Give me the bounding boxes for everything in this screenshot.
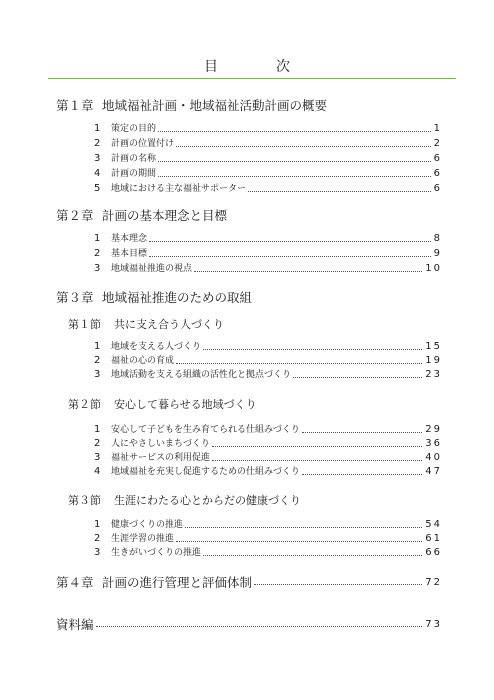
toc-entry[interactable] <box>94 437 442 451</box>
dot-leader <box>176 145 431 147</box>
dot-leader <box>212 445 422 447</box>
toc-entry[interactable] <box>94 152 442 166</box>
section-label: 第２節 <box>68 398 101 411</box>
entry-title: 生きがいづくりの推進 <box>111 548 202 558</box>
page-number: 19 <box>425 355 442 366</box>
entry-title: 健康づくりの推進 <box>111 520 184 530</box>
entry-number: 3 <box>94 369 101 380</box>
page-number: 66 <box>425 547 442 558</box>
entry-number: 1 <box>94 519 101 530</box>
dot-leader <box>185 526 422 528</box>
dot-leader <box>158 160 431 162</box>
dot-leader <box>248 190 431 192</box>
toc-entry[interactable] <box>94 137 442 151</box>
section-label: 第３節 <box>68 494 101 507</box>
chapter-2-heading[interactable] <box>56 206 227 224</box>
appendix-title: 資料編 <box>56 617 94 632</box>
toc-entry[interactable] <box>94 232 442 246</box>
entry-title: 福祉サービスの利用促進 <box>111 453 211 463</box>
chapter-label: 第４章 <box>56 575 94 590</box>
entry-number: 1 <box>94 424 101 435</box>
chapter-title: 計画の進行管理と評価体制 <box>102 575 253 590</box>
section-title: 共に支え合う人づくり <box>114 318 224 331</box>
dot-leader <box>203 348 422 350</box>
entry-title: 計画の期間 <box>111 169 157 179</box>
chapter-title: 計画の基本理念と目標 <box>102 208 228 223</box>
toc-entry[interactable] <box>94 354 442 368</box>
dot-leader <box>254 583 422 585</box>
entry-number: 3 <box>94 263 101 274</box>
page-number: 9 <box>433 248 442 259</box>
section-3-heading[interactable] <box>68 492 301 508</box>
entry-number: 1 <box>94 233 101 244</box>
entry-number: 2 <box>94 355 101 366</box>
toc-entry[interactable] <box>94 122 442 136</box>
page-number: 40 <box>425 452 442 463</box>
toc-entry[interactable] <box>94 182 442 196</box>
entry-number: 4 <box>94 168 101 179</box>
page-number: 6 <box>433 153 442 164</box>
title-divider <box>48 78 456 79</box>
entry-number: 5 <box>94 183 101 194</box>
page-number: 61 <box>425 533 442 544</box>
page-number: 47 <box>425 466 442 477</box>
chapter-title: 地域福祉推進のための取組 <box>102 290 253 305</box>
entry-number: 1 <box>94 341 101 352</box>
entry-title: 計画の名称 <box>111 154 157 164</box>
entry-title: 地域福祉を充実し促進するための仕組みづくり <box>111 467 300 477</box>
section-label: 第１節 <box>68 318 101 331</box>
entry-title: 策定の目的 <box>111 124 157 134</box>
page-number: 73 <box>425 618 442 630</box>
page-number: 6 <box>433 168 442 179</box>
page-number: 23 <box>425 369 442 380</box>
dot-leader <box>302 473 422 475</box>
entry-number: 2 <box>94 248 101 259</box>
page-number: 36 <box>425 438 442 449</box>
chapter-4-heading[interactable] <box>56 574 442 590</box>
page-number: 2 <box>433 138 442 149</box>
entry-title: 地域活動を支える組織の活性化と拠点づくり <box>111 370 292 380</box>
entry-title: 人にやさしいまちづくり <box>111 439 210 449</box>
dot-leader <box>176 362 422 364</box>
toc-entry[interactable] <box>94 167 442 181</box>
entry-title: 安心して子どもを生み育てられる仕組みづくり <box>111 425 300 435</box>
toc-entry[interactable] <box>94 451 442 465</box>
page-number: 6 <box>433 183 442 194</box>
section-1-heading[interactable] <box>68 316 224 332</box>
chapter-title: 地域福祉計画・地域福祉活動計画の概要 <box>102 98 328 113</box>
dot-leader <box>194 270 422 272</box>
section-title: 生涯にわたる心とからだの健康づくり <box>114 494 301 507</box>
toc-entry[interactable] <box>94 340 442 354</box>
entry-title: 地域福祉推進の視点 <box>111 264 193 274</box>
toc-entry[interactable] <box>94 423 442 437</box>
page-number: 8 <box>433 233 442 244</box>
entry-title: 基本理念 <box>111 234 148 244</box>
appendix-heading[interactable] <box>56 616 442 632</box>
dot-leader <box>149 255 431 257</box>
dot-leader <box>158 130 431 132</box>
chapter-3-heading[interactable] <box>56 288 252 306</box>
page-number: 10 <box>425 263 442 274</box>
page-number: 54 <box>425 519 442 530</box>
toc-title-right: 次 <box>276 59 290 75</box>
toc-entry[interactable] <box>94 546 442 560</box>
section-2-heading[interactable] <box>68 396 257 412</box>
page-number: 1 <box>433 123 442 134</box>
entry-number: 3 <box>94 452 101 463</box>
dot-leader <box>293 376 422 378</box>
toc-title-left: 目 <box>204 59 218 75</box>
entry-number: 2 <box>94 138 101 149</box>
toc-entry[interactable] <box>94 532 442 546</box>
toc-title <box>0 56 494 76</box>
dot-leader <box>158 175 431 177</box>
toc-entry[interactable] <box>94 465 442 479</box>
section-title: 安心して暮らせる地域づくり <box>114 398 257 411</box>
chapter-label: 第１章 <box>56 98 94 113</box>
entry-title: 生涯学習の推進 <box>111 534 175 544</box>
entry-number: 3 <box>94 547 101 558</box>
entry-number: 2 <box>94 438 101 449</box>
entry-title: 地域における主な福祉サポーター <box>111 184 247 194</box>
entry-number: 2 <box>94 533 101 544</box>
entry-title: 計画の位置付け <box>111 139 175 149</box>
entry-title: 福祉の心の育成 <box>111 356 175 366</box>
page-number: 29 <box>425 424 442 435</box>
toc-entry[interactable] <box>94 262 442 276</box>
toc-entry[interactable] <box>94 518 442 532</box>
page-number: 72 <box>425 576 442 588</box>
dot-leader <box>212 459 422 461</box>
entry-number: 4 <box>94 466 101 477</box>
toc-entry[interactable] <box>94 368 442 382</box>
chapter-label: 第２章 <box>56 208 94 223</box>
dot-leader <box>302 431 422 433</box>
dot-leader <box>149 240 431 242</box>
chapter-label: 第３章 <box>56 290 94 305</box>
dot-leader <box>176 540 422 542</box>
chapter-1-heading[interactable] <box>56 96 327 114</box>
entry-number: 3 <box>94 153 101 164</box>
dot-leader <box>96 625 423 627</box>
entry-number: 1 <box>94 123 101 134</box>
page-number: 15 <box>425 341 442 352</box>
entry-title: 地域を支える人づくり <box>111 342 202 352</box>
entry-title: 基本目標 <box>111 249 148 259</box>
toc-entry[interactable] <box>94 247 442 261</box>
dot-leader <box>203 554 422 556</box>
